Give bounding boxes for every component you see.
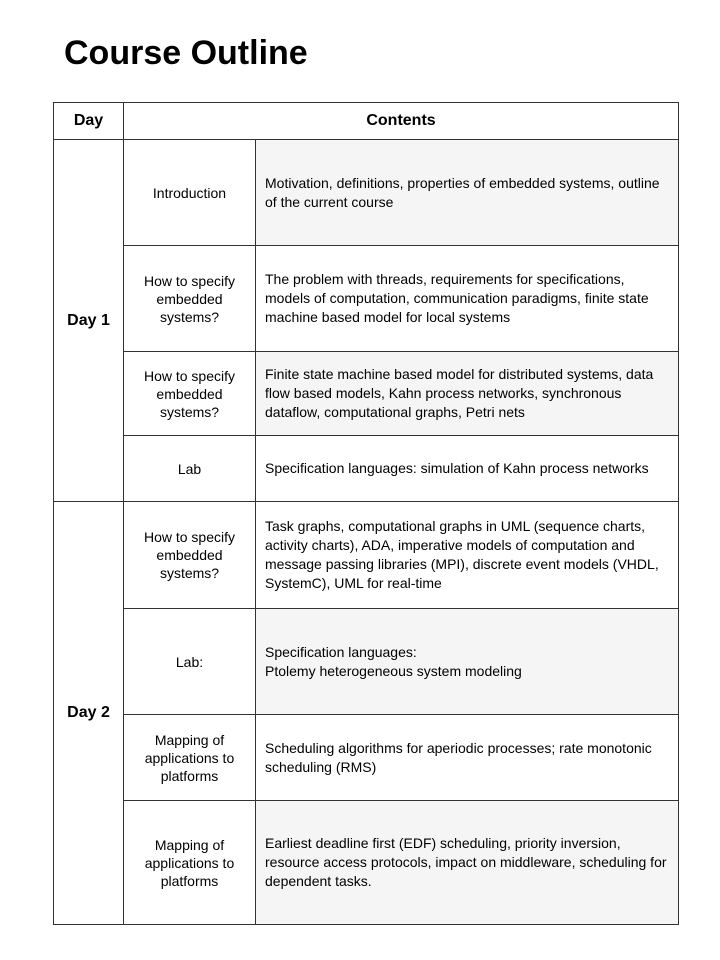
content-cell: Task graphs, computational graphs in UML (sequence charts, activity charts), ADA, imperative models of computation and message passing libraries (MPI), discrete event models (VHDL, SystemC), UML for real-time [256, 502, 679, 609]
contents-column-header: Contents [124, 103, 679, 140]
content-line: Specification languages: [265, 643, 417, 660]
content-line: Ptolemy heterogeneous system modeling [265, 662, 522, 679]
table-row [54, 352, 679, 436]
topic-cell: How to specify embedded systems? [124, 502, 256, 609]
topic-cell: Lab: [124, 609, 256, 715]
topic-cell: How to specify embedded systems? [124, 246, 256, 352]
content-cell [256, 609, 679, 715]
content-cell: Scheduling algorithms for aperiodic processes; rate monotonic scheduling (RMS) [256, 715, 679, 801]
topic-cell: How to specify embedded systems? [124, 352, 256, 436]
page-title: Course Outline [64, 34, 308, 72]
content-cell: Earliest deadline first (EDF) scheduling, priority inversion, resource access protocols, impact on middleware, scheduling for dependent tasks. [256, 801, 679, 925]
topic-cell: Introduction [124, 140, 256, 246]
table-row [54, 609, 679, 715]
table-row [54, 436, 679, 502]
day-label: Day 1 [54, 140, 124, 502]
topic-cell: Lab [124, 436, 256, 502]
topic-cell: Mapping of applications to platforms [124, 715, 256, 801]
topic-cell: Mapping of applications to platforms [124, 801, 256, 925]
table-header-row [54, 103, 679, 140]
table-row [54, 246, 679, 352]
content-cell: The problem with threads, requirements for specifications, models of computation, communication paradigms, finite state machine based model for local systems [256, 246, 679, 352]
table-row [54, 801, 679, 925]
day-column-header: Day [54, 103, 124, 140]
content-cell: Specification languages: simulation of Kahn process networks [256, 436, 679, 502]
table-row [54, 502, 679, 609]
day-label: Day 2 [54, 502, 124, 925]
course-outline-table [53, 102, 679, 925]
table-row [54, 140, 679, 246]
content-cell: Finite state machine based model for distributed systems, data flow based models, Kahn process networks, synchronous dataflow, computational graphs, Petri nets [256, 352, 679, 436]
table-row [54, 715, 679, 801]
content-cell: Motivation, definitions, properties of embedded systems, outline of the current course [256, 140, 679, 246]
